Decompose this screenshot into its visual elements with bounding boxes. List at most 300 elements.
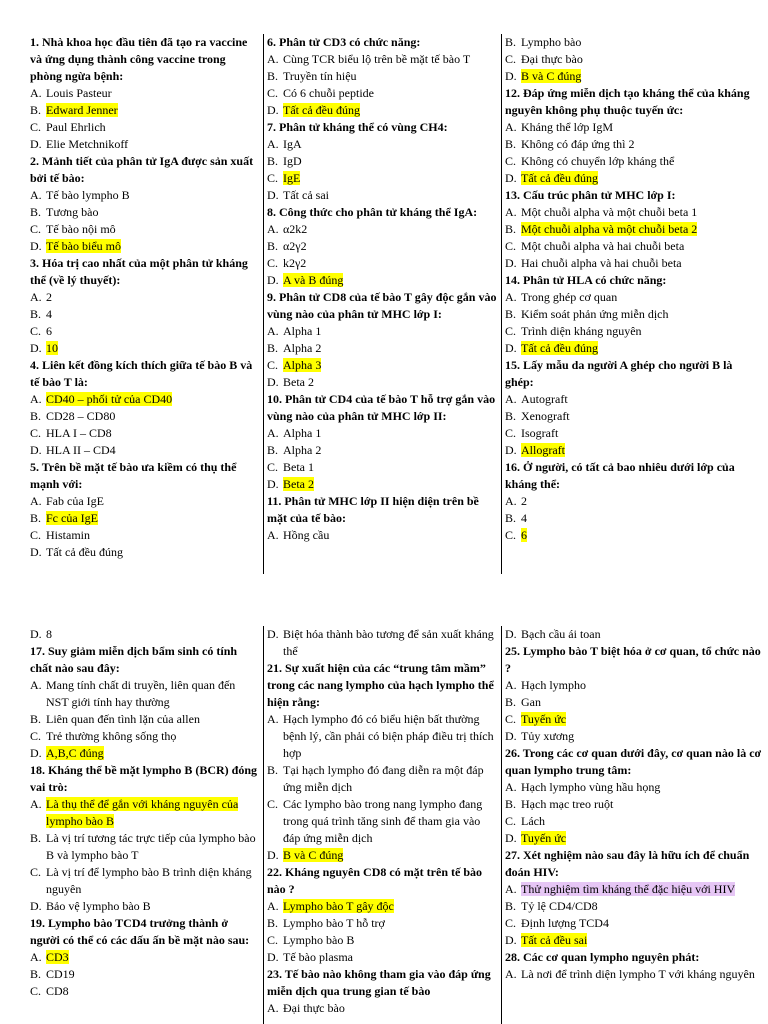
highlighted-answer-text: Edward Jenner: [46, 103, 118, 117]
answer-option: [267, 272, 499, 289]
option-letter: A.: [30, 86, 42, 100]
highlighted-answer-text: Tuyến ức: [521, 712, 567, 726]
highlighted-answer-text: Thử nghiệm tìm kháng thể đặc hiệu với HIV: [521, 882, 736, 896]
option-letter: A.: [505, 678, 517, 692]
answer-option: [267, 459, 499, 476]
option-text: Kháng thể lớp IgM: [521, 120, 613, 134]
option-letter: B.: [267, 154, 279, 168]
answer-option: [505, 796, 763, 813]
answer-option: [505, 153, 763, 170]
question-text: 18. Kháng thể bề mặt lympho B (BCR) đóng vai trò:: [30, 763, 258, 794]
option-letter: C.: [30, 729, 42, 743]
answer-option: [30, 898, 258, 915]
option-letter: C.: [505, 52, 517, 66]
answer-option: [30, 442, 258, 459]
question-text: 17. Suy giảm miễn dịch bẩm sinh có tính chất nào sau đây:: [30, 644, 238, 675]
option-letter: A.: [30, 494, 42, 508]
answer-option: [505, 119, 763, 136]
highlighted-answer-text: A,B,C đúng: [46, 746, 104, 760]
option-letter: C.: [505, 239, 517, 253]
highlighted-answer-text: A và B đúng: [283, 273, 344, 287]
option-letter: A.: [30, 678, 42, 692]
option-text: Một chuỗi alpha và một chuỗi beta 1: [521, 205, 698, 219]
answer-option: [267, 187, 499, 204]
answer-option: [30, 306, 258, 323]
answer-option: [505, 881, 763, 898]
option-text: Lympho bào T hỗ trợ: [283, 916, 385, 930]
option-letter: D.: [267, 627, 279, 641]
option-letter: D.: [30, 746, 42, 760]
option-text: Tương bào: [46, 205, 99, 219]
option-text: Trong ghép cơ quan: [521, 290, 618, 304]
answer-option: [30, 677, 258, 711]
option-text: 2: [46, 290, 52, 304]
answer-option: [505, 306, 763, 323]
answer-option: [505, 425, 763, 442]
option-text: Liên quan đến tình lặn của allen: [46, 712, 200, 726]
option-letter: C.: [505, 528, 517, 542]
highlighted-answer-text: Tất cả đều đúng: [283, 103, 360, 117]
option-text: Alpha 1: [283, 324, 322, 338]
option-letter: A.: [267, 426, 279, 440]
answer-option: [267, 626, 499, 660]
answer-option: [30, 745, 258, 762]
option-text: Biệt hóa thành bào tương để sản xuất kháng thể: [283, 627, 494, 658]
answer-option: [30, 408, 258, 425]
option-text: Xenograft: [521, 409, 570, 423]
option-letter: B.: [267, 916, 279, 930]
answer-option: [267, 323, 499, 340]
option-letter: D.: [30, 545, 42, 559]
option-text: Hai chuỗi alpha và hai chuỗi beta: [521, 256, 682, 270]
option-letter: B.: [505, 409, 517, 423]
option-letter: D.: [505, 933, 517, 947]
option-letter: C.: [267, 86, 279, 100]
answer-option: [505, 340, 763, 357]
option-text: IgA: [283, 137, 302, 151]
option-text: IgD: [283, 154, 302, 168]
option-text: 6: [46, 324, 52, 338]
option-letter: C.: [267, 460, 279, 474]
option-letter: D.: [505, 729, 517, 743]
option-letter: A.: [505, 780, 517, 794]
column-divider: [501, 34, 502, 574]
option-text: Trẻ thường không sống thọ: [46, 729, 177, 743]
option-letter: D.: [505, 341, 517, 355]
answer-option: [30, 102, 258, 119]
option-letter: D.: [505, 69, 517, 83]
question-text: 23. Tế bào nào không tham gia vào đáp ứng miễn dịch qua trung gian tế bào: [267, 967, 491, 998]
answer-option: [30, 966, 258, 983]
answer-option: [505, 204, 763, 221]
answer-option: [267, 932, 499, 949]
question-text: 6. Phân tử CD3 có chức năng:: [267, 35, 421, 49]
answer-option: [505, 677, 763, 694]
question-text: 8. Công thức cho phân tử kháng thể IgA:: [267, 205, 478, 219]
option-letter: A.: [267, 324, 279, 338]
highlighted-answer-text: B và C đúng: [283, 848, 344, 862]
answer-option: [30, 85, 258, 102]
option-text: Lympho bào: [521, 35, 582, 49]
option-letter: B.: [267, 443, 279, 457]
answer-option: [505, 898, 763, 915]
highlighted-answer-text: Tế bào biểu mô: [46, 239, 121, 253]
answer-option: [30, 830, 258, 864]
option-letter: B.: [30, 712, 42, 726]
answer-option: [30, 510, 258, 527]
answer-option: [30, 949, 258, 966]
highlighted-answer-text: Lympho bào T gây độc: [283, 899, 394, 913]
page1-column-2: [267, 34, 499, 574]
option-letter: C.: [505, 324, 517, 338]
answer-option: [267, 51, 499, 68]
option-text: Tỷ lệ CD4/CD8: [521, 899, 598, 913]
option-letter: C.: [30, 528, 42, 542]
option-letter: A.: [505, 494, 517, 508]
option-text: 8: [46, 627, 52, 641]
answer-option: [30, 711, 258, 728]
answer-option: [505, 255, 763, 272]
option-text: Các lympho bào trong nang lympho đang trong quá trình tăng sinh để tham gia vào đáp ứng miễn dịch: [283, 797, 483, 845]
option-text: Lách: [521, 814, 545, 828]
answer-option: [30, 527, 258, 544]
option-letter: C.: [267, 256, 279, 270]
answer-option: [505, 51, 763, 68]
option-text: Không có đáp ứng thì 2: [521, 137, 635, 151]
option-letter: D.: [505, 627, 517, 641]
page-1: [0, 34, 768, 574]
option-text: Một chuỗi alpha và hai chuỗi beta: [521, 239, 685, 253]
answer-option: [30, 204, 258, 221]
option-text: CD19: [46, 967, 75, 981]
answer-option: [30, 864, 258, 898]
option-letter: D.: [267, 103, 279, 117]
highlighted-answer-text: 6: [521, 528, 527, 542]
answer-option: [505, 527, 763, 544]
option-letter: C.: [30, 222, 42, 236]
answer-option: [505, 626, 763, 643]
option-letter: D.: [30, 137, 42, 151]
answer-option: [505, 323, 763, 340]
highlighted-answer-text: Tất cả đều đúng: [521, 171, 598, 185]
option-letter: D.: [505, 256, 517, 270]
option-text: Tất cả đều đúng: [46, 545, 123, 559]
option-text: Hạch lympho vùng hầu họng: [521, 780, 661, 794]
option-letter: A.: [30, 797, 42, 811]
answer-option: [267, 1000, 499, 1017]
option-text: Tế bào nội mô: [46, 222, 116, 236]
option-text: Tế bào lympho B: [46, 188, 130, 202]
highlighted-answer-text: 10: [46, 341, 58, 355]
page-2: [0, 626, 768, 1024]
option-letter: A.: [30, 950, 42, 964]
option-text: Là nơi để trình diện lympho T với kháng nguyên: [521, 967, 755, 981]
option-text: Đại thực bào: [283, 1001, 345, 1015]
option-letter: B.: [505, 35, 517, 49]
question-text: 7. Phân tử kháng thể có vùng CH4:: [267, 120, 448, 134]
option-letter: A.: [267, 222, 279, 236]
question-text: 10. Phân tử CD4 của tế bào T hỗ trợ gắn vào vùng nào của phân tử MHC lớp II:: [267, 392, 496, 423]
option-letter: B.: [30, 409, 42, 423]
option-letter: D.: [30, 341, 42, 355]
answer-option: [267, 170, 499, 187]
option-text: CD28 – CD80: [46, 409, 116, 423]
option-letter: B.: [267, 239, 279, 253]
answer-option: [505, 779, 763, 796]
answer-option: [505, 493, 763, 510]
option-text: Hồng cầu: [283, 528, 330, 542]
option-text: Elie Metchnikoff: [46, 137, 129, 151]
option-letter: A.: [267, 137, 279, 151]
option-letter: D.: [267, 375, 279, 389]
highlighted-answer-text: B và C đúng: [521, 69, 582, 83]
answer-option: [505, 830, 763, 847]
answer-option: [267, 357, 499, 374]
answer-option: [30, 119, 258, 136]
option-letter: A.: [505, 290, 517, 304]
answer-option: [30, 340, 258, 357]
option-letter: B.: [505, 137, 517, 151]
option-text: Tại hạch lympho đó đang diễn ra một đáp ứng miễn dịch: [283, 763, 484, 794]
option-letter: D.: [30, 899, 42, 913]
answer-option: [267, 915, 499, 932]
column-divider: [263, 34, 264, 574]
answer-option: [267, 949, 499, 966]
option-letter: B.: [30, 103, 42, 117]
answer-option: [505, 728, 763, 745]
option-text: Beta 2: [283, 375, 314, 389]
page2-column-3: [505, 626, 763, 1024]
option-letter: A.: [505, 392, 517, 406]
answer-option: [30, 391, 258, 408]
answer-option: [267, 85, 499, 102]
option-letter: C.: [505, 154, 517, 168]
option-text: 2: [521, 494, 527, 508]
question-text: 14. Phân tử HLA có chức năng:: [505, 273, 667, 287]
option-text: Định lượng TCD4: [521, 916, 609, 930]
option-letter: B.: [30, 511, 42, 525]
option-letter: D.: [267, 950, 279, 964]
answer-option: [267, 898, 499, 915]
answer-option: [505, 289, 763, 306]
answer-option: [505, 170, 763, 187]
answer-option: [267, 221, 499, 238]
option-text: Mang tính chất di truyền, liên quan đến NST giới tính hay thường: [46, 678, 236, 709]
highlighted-answer-text: Allograft: [521, 443, 565, 457]
answer-option: [505, 68, 763, 85]
option-text: Tất cả sai: [283, 188, 329, 202]
option-letter: B.: [30, 205, 42, 219]
option-letter: D.: [505, 443, 517, 457]
option-letter: B.: [30, 307, 42, 321]
answer-option: [267, 711, 499, 762]
option-text: α2γ2: [283, 239, 307, 253]
answer-option: [505, 915, 763, 932]
option-letter: A.: [267, 899, 279, 913]
option-letter: C.: [30, 426, 42, 440]
answer-option: [267, 476, 499, 493]
option-letter: D.: [505, 831, 517, 845]
highlighted-answer-text: Tất cả đều sai: [521, 933, 588, 947]
option-letter: D.: [267, 848, 279, 862]
option-text: Không có chuyển lớp kháng thể: [521, 154, 675, 168]
option-text: HLA I – CD8: [46, 426, 112, 440]
question-text: 15. Lấy mẫu da người A ghép cho người B là ghép:: [505, 358, 733, 389]
option-letter: C.: [505, 712, 517, 726]
answer-option: [505, 966, 763, 983]
highlighted-answer-text: Alpha 3: [283, 358, 322, 372]
option-text: Hạch lympho đó có biểu hiện bất thường bệnh lý, cần phải có biện pháp điều trị thích hợp: [283, 712, 494, 760]
answer-option: [30, 493, 258, 510]
option-text: Autograft: [521, 392, 568, 406]
option-letter: C.: [267, 171, 279, 185]
option-text: Tủy xương: [521, 729, 575, 743]
answer-option: [505, 391, 763, 408]
answer-option: [505, 34, 763, 51]
option-letter: D.: [267, 477, 279, 491]
question-text: 27. Xét nghiệm nào sau đây là hữu ích để chuẩn đoán HIV:: [505, 848, 750, 879]
option-text: 4: [521, 511, 527, 525]
question-text: 5. Trên bề mặt tế bào ưa kiềm có thụ thể mạnh với:: [30, 460, 237, 491]
option-text: Hạch lympho: [521, 678, 586, 692]
option-letter: A.: [30, 188, 42, 202]
highlighted-answer-text: CD40 – phối tử của CD40: [46, 392, 173, 406]
answer-option: [267, 238, 499, 255]
answer-option: [30, 187, 258, 204]
option-letter: D.: [30, 239, 42, 253]
answer-option: [267, 762, 499, 796]
option-letter: A.: [505, 882, 517, 896]
option-letter: B.: [505, 695, 517, 709]
answer-option: [505, 442, 763, 459]
option-letter: B.: [267, 763, 279, 777]
option-letter: B.: [30, 967, 42, 981]
option-text: Histamin: [46, 528, 90, 542]
option-letter: A.: [30, 392, 42, 406]
option-text: Alpha 1: [283, 426, 322, 440]
option-letter: A.: [267, 1001, 279, 1015]
option-text: Fab của IgE: [46, 494, 104, 508]
option-letter: C.: [267, 358, 279, 372]
answer-option: [267, 153, 499, 170]
highlighted-answer-text: Beta 2: [283, 477, 314, 491]
answer-option: [267, 847, 499, 864]
question-text: 1. Nhà khoa học đầu tiên đã tạo ra vaccine và ứng dụng thành công vaccine trong phòng ngừa bệnh:: [30, 35, 248, 83]
option-letter: C.: [30, 984, 42, 998]
answer-option: [30, 221, 258, 238]
answer-option: [30, 238, 258, 255]
option-text: k2γ2: [283, 256, 307, 270]
highlighted-answer-text: Một chuỗi alpha và một chuỗi beta 2: [521, 222, 698, 236]
answer-option: [267, 527, 499, 544]
answer-option: [30, 544, 258, 561]
option-text: Lympho bào B: [283, 933, 355, 947]
option-text: Kiểm soát phản ứng miễn dịch: [521, 307, 669, 321]
page1-column-3: [505, 34, 763, 574]
option-letter: C.: [505, 426, 517, 440]
question-text: 9. Phân tử CD8 của tế bào T gây độc gắn vào vùng nào của phân tử MHC lớp I:: [267, 290, 497, 321]
column-divider: [263, 626, 264, 1024]
option-letter: A.: [30, 290, 42, 304]
highlighted-answer-text: Tuyến ức: [521, 831, 567, 845]
answer-option: [505, 238, 763, 255]
answer-option: [267, 102, 499, 119]
option-letter: C.: [30, 120, 42, 134]
option-text: Hạch mạc treo ruột: [521, 797, 614, 811]
page2-column-2: [267, 626, 499, 1024]
page1-column-1: [30, 34, 258, 574]
answer-option: [30, 425, 258, 442]
question-text: 26. Trong các cơ quan dưới đây, cơ quan nào là cơ quan lympho trung tâm:: [505, 746, 762, 777]
option-letter: B.: [505, 307, 517, 321]
option-text: Paul Ehrlich: [46, 120, 106, 134]
option-text: Có 6 chuỗi peptide: [283, 86, 374, 100]
answer-option: [267, 340, 499, 357]
option-text: Gan: [521, 695, 541, 709]
option-text: Bảo vệ lympho bào B: [46, 899, 151, 913]
option-text: Trình diện kháng nguyên: [521, 324, 642, 338]
option-text: CD8: [46, 984, 69, 998]
option-letter: B.: [505, 222, 517, 236]
question-text: 2. Mảnh tiết của phân tử IgA được sản xuất bởi tế bào:: [30, 154, 254, 185]
highlighted-answer-text: CD3: [46, 950, 69, 964]
option-letter: B.: [267, 341, 279, 355]
answer-option: [30, 796, 258, 830]
question-text: 3. Hóa trị cao nhất của một phân tử kháng thể (về lý thuyết):: [30, 256, 248, 287]
option-letter: B.: [505, 899, 517, 913]
answer-option: [30, 626, 258, 643]
answer-option: [30, 983, 258, 1000]
highlighted-answer-text: Fc của IgE: [46, 511, 98, 525]
option-letter: C.: [267, 933, 279, 947]
option-text: α2k2: [283, 222, 308, 236]
option-letter: B.: [267, 69, 279, 83]
option-letter: A.: [267, 52, 279, 66]
option-text: Cùng TCR biểu lộ trên bề mặt tế bào T: [283, 52, 471, 66]
option-letter: B.: [505, 511, 517, 525]
option-text: HLA II – CD4: [46, 443, 116, 457]
answer-option: [30, 323, 258, 340]
option-letter: B.: [30, 831, 42, 845]
answer-option: [505, 510, 763, 527]
answer-option: [267, 796, 499, 847]
column-divider: [501, 626, 502, 1024]
question-text: 19. Lympho bào TCD4 trưởng thành ở người có thể có các dấu ấn bề mặt nào sau:: [30, 916, 250, 947]
option-letter: C.: [30, 324, 42, 338]
answer-option: [505, 711, 763, 728]
answer-option: [267, 68, 499, 85]
question-text: 28. Các cơ quan lympho nguyên phát:: [505, 950, 700, 964]
option-letter: A.: [505, 205, 517, 219]
question-text: 21. Sự xuất hiện của các “trung tâm mầm” trong các nang lympho của hạch lympho thể hiện rằng:: [267, 661, 494, 709]
question-text: 13. Cấu trúc phân tử MHC lớp I:: [505, 188, 676, 202]
option-letter: C.: [267, 797, 279, 811]
option-text: 4: [46, 307, 52, 321]
option-text: Isograft: [521, 426, 559, 440]
option-letter: D.: [505, 171, 517, 185]
answer-option: [30, 136, 258, 153]
option-text: Tế bào plasma: [283, 950, 353, 964]
answer-option: [267, 255, 499, 272]
option-letter: C.: [30, 865, 42, 879]
question-text: 12. Đáp ứng miễn dịch tạo kháng thể của kháng nguyên không phụ thuộc tuyến ức:: [505, 86, 750, 117]
page2-column-1: [30, 626, 258, 1024]
highlighted-answer-text: Là thụ thể để gắn với kháng nguyên của lympho bào B: [46, 797, 239, 828]
option-letter: A.: [505, 967, 517, 981]
answer-option: [30, 728, 258, 745]
highlighted-answer-text: Tất cả đều đúng: [521, 341, 598, 355]
option-letter: A.: [267, 528, 279, 542]
